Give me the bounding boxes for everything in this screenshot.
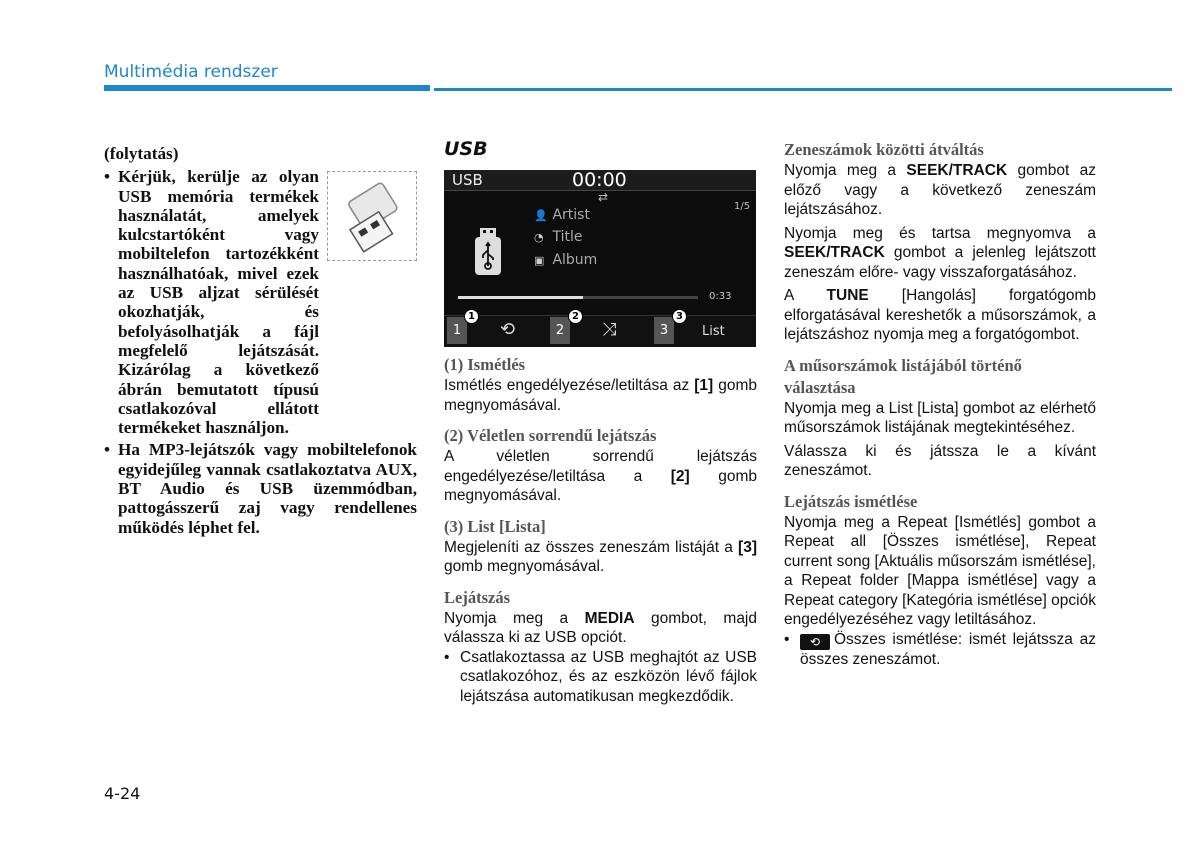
bullet-item [104, 167, 319, 437]
shuffle-icon: ⤨ [602, 319, 617, 340]
section-repeat-playback [784, 491, 1096, 670]
bullet-dot: • [104, 167, 111, 187]
bullet-text: Ha MP3-lejátszók vagy mobiltelefonok egyidejűleg vannak csatlakoztatva AUX, BT Audio és USB üzemmódban, pattogásszerű zaj vagy rendellenes működés léphet fel. [118, 440, 417, 537]
progress-bar[interactable] [458, 296, 698, 299]
bullet-dot: • [104, 440, 111, 460]
section-body: Válassza ki és játssza le a kívánt zeneszámot. [784, 442, 1096, 479]
album-label: Album [552, 252, 598, 268]
elapsed-time: 0:33 [709, 291, 732, 302]
page-number: 4-24 [104, 784, 141, 803]
repeat-icon: ⟲ [500, 319, 516, 340]
section-body: Megjeleníti az összes zeneszám listáját a [3] gomb megnyomásával. [444, 538, 757, 575]
section-repeat [444, 354, 757, 415]
usb-icon [474, 228, 502, 276]
section-heading: Lejátszás [444, 587, 510, 607]
title-label: Title [552, 229, 583, 245]
usb-heading: USB [444, 138, 488, 160]
bullet-item [104, 440, 417, 536]
repeat-button[interactable] [500, 319, 515, 340]
title-row [534, 229, 582, 245]
button-number-3: 3 [654, 317, 674, 344]
middle-column [444, 138, 757, 706]
header-title: Multimédia rendszer [104, 62, 278, 82]
repeat-all-icon: ⟲ [800, 634, 830, 650]
section-body: Nyomja meg a SEEK/TRACK gombot az előző vagy a következő zeneszám lejátszásához. [784, 162, 1096, 218]
button-number-1: 1 [447, 317, 467, 344]
callout-2: 2 [568, 309, 583, 324]
usb-stick-image [327, 171, 417, 261]
list-button[interactable]: List [702, 324, 725, 339]
section-body: A véletlen sorrendű lejátszás engedélyezése/letiltása a [2] gomb megnyomásával. [444, 448, 757, 504]
bullet-text: Összes ismétlése: ismét lejátssza az összes zeneszámot. [800, 630, 1096, 668]
bullet-dot: • [784, 630, 790, 648]
left-column [104, 144, 417, 537]
bullet-text: Csatlakoztassa az USB meghajtót az USB csatlakozóhoz, és az eszközön lévő fájlok lejátszása automatikusan megkezdődik. [460, 648, 757, 705]
source-label: USB [452, 171, 483, 189]
track-count: 1/5 [734, 201, 751, 212]
repeat-status-icon: ⇄ [598, 190, 609, 204]
section-heading: (2) Véletlen sorrendű lejátszás [444, 426, 657, 445]
section-shuffle [444, 425, 757, 506]
album-row [534, 252, 597, 268]
section-heading: (1) Ismétlés [444, 355, 526, 374]
album-icon: ▣ [534, 254, 545, 267]
bullet-dot: • [444, 648, 450, 666]
section-list [444, 516, 757, 577]
usb-player-screen [444, 170, 756, 346]
bullet-item [444, 648, 757, 707]
header-rule [104, 85, 430, 91]
bullet-content [800, 630, 1096, 670]
shuffle-button[interactable] [602, 319, 616, 340]
callout-3: 3 [672, 309, 687, 324]
section-heading: Lejátszás ismétlése [784, 491, 918, 511]
button-number-2: 2 [550, 317, 570, 344]
section-track-switch [784, 139, 1096, 345]
header-rule-thin [434, 88, 1172, 91]
artist-label: Artist [552, 207, 590, 223]
section-body: A TUNE [Hangolás] forgatógomb elforgatásával kereshetők a műsorszámok, a lejátszáshoz nyomja meg a forgatógombot. [784, 287, 1096, 343]
section-heading: A műsorszámok listájából történő választása [784, 355, 1022, 397]
right-column [784, 139, 1096, 669]
section-heading: Zeneszámok közötti átváltás [784, 140, 984, 159]
artist-icon: 👤 [534, 209, 548, 222]
callout-1: 1 [464, 309, 479, 324]
progress-fill [458, 296, 583, 299]
continued-label: (folytatás) [104, 144, 179, 163]
artist-row [534, 207, 590, 223]
section-heading: (3) List [Lista] [444, 516, 546, 536]
section-body: Nyomja meg a List [Lista] gombot az elérhető műsorszámok listájának megtekintéséhez. [784, 399, 1096, 436]
bullet-text: Kérjük, kerülje az olyan USB memória termékek használatát, amelyek kulcstartóként vagy mobiltelefon tartozékként használhatóak, mivel ezek az USB aljzat sérülését okozhatják, és befolyásolhatják a fájl megfelelő lejátszását. Kizárólag a következő ábrán bemutatott típusú csatlakozóval ellátott termékeket használjon. [118, 167, 319, 438]
title-icon: ◔ [534, 231, 544, 244]
bullet-item [784, 630, 1096, 670]
section-body: Ismétlés engedélyezése/letiltása az [1] gomb megnyomásával. [444, 377, 757, 414]
section-body: Nyomja meg és tartsa megnyomva a SEEK/TRACK gombot a jelenleg lejátszott zeneszám előre- vagy visszaforgatásához. [784, 224, 1096, 281]
clock: 00:00 [572, 169, 627, 191]
section-body: Nyomja meg a MEDIA gombot, majd válassza ki az USB opciót. [444, 609, 757, 646]
section-track-list [784, 355, 1096, 481]
section-playback [444, 587, 757, 707]
section-body: Nyomja meg a Repeat [Ismétlés] gombot a Repeat all [Összes ismétlése], Repeat current song [Aktuális műsorszám ismétlése], a Repeat folder [Mappa ismétlése] vagy a Repeat category [Kategória ismétlése] opciók engedélyezéséhez vagy letiltásához. [784, 513, 1096, 628]
